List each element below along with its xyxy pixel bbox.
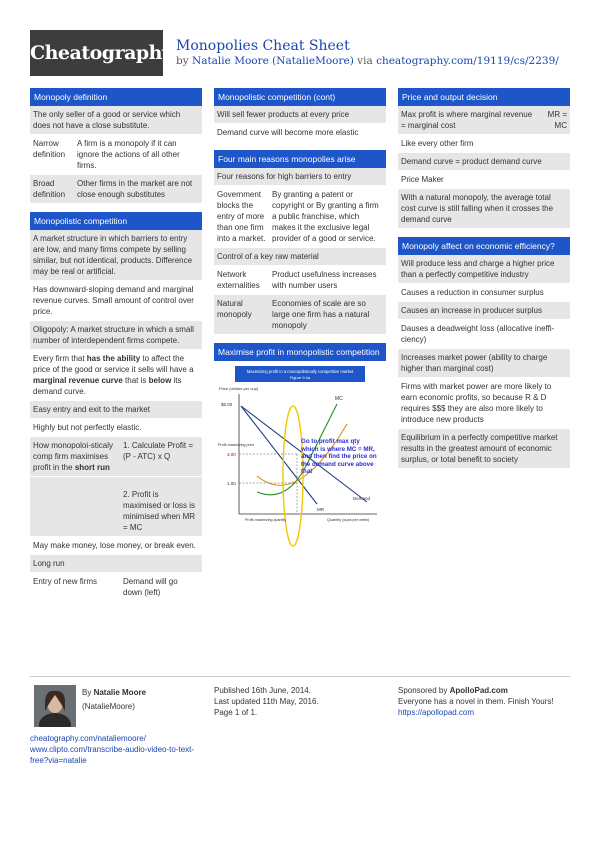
footer-dates: [214, 685, 386, 718]
row: [30, 135, 202, 175]
clipto-link[interactable]: www.clipto.com/transcribe-audio-video-to-text-free?via=natalie: [30, 745, 195, 765]
sponsor-tagline: Everyone has a novel in them. Finish Yours!: [398, 697, 554, 706]
page-header: [30, 30, 570, 76]
row: Has downward-sloping demand and marginal revenue curves. Small amount of control over price.: [30, 281, 202, 321]
row: Price Maker: [398, 171, 570, 189]
sponsor-url-link[interactable]: https://apollopad.com: [398, 708, 475, 717]
figure-title: Maximizing profit in a monopolistically competitive market: [246, 369, 354, 374]
row-value: 2. Profit is maximised or loss is minimised when MR = MC: [123, 490, 196, 532]
row: [214, 295, 386, 335]
row-key: Natural monopoly: [217, 299, 252, 319]
author-handle: (NatalieMoore): [82, 702, 135, 711]
section-economic-efficiency: [398, 237, 570, 469]
row: [30, 175, 202, 204]
byline-via: via: [353, 55, 377, 67]
footer-links: [30, 733, 210, 766]
row: Demand curve will become more elastic: [214, 124, 386, 142]
mr-label: MR: [317, 507, 324, 512]
text: that is: [122, 376, 149, 385]
row-key: Narrow definition: [33, 139, 66, 159]
row: [214, 186, 386, 248]
row: Dauses a deadweight loss (allocative ineffi-ciency): [398, 320, 570, 349]
section-title: Monopoly affect on economic efficiency?: [398, 237, 570, 255]
byline: [176, 55, 559, 67]
profit-price-label: Profit-maximizing price: [218, 443, 255, 447]
row: May make money, lose money, or break even.: [30, 537, 202, 555]
section-title: Monopolistic competition (cont): [214, 88, 386, 106]
cheatography-logo[interactable]: Cheatography: [30, 30, 163, 76]
row: Demand curve = product demand curve: [398, 153, 570, 171]
row: Four reasons for high barriers to entry: [214, 168, 386, 186]
row-key: Network externalities: [217, 270, 260, 290]
footer-by: By: [82, 688, 94, 697]
published-date: Published 16th June, 2014.: [214, 686, 311, 695]
footer-sponsor: [398, 685, 570, 718]
bold-text: has the ability: [86, 354, 141, 363]
column-2: [214, 88, 386, 565]
row: Oligopoly: A market structure in which a small number of interdependent firms compete.: [30, 321, 202, 350]
text: its demand curve.: [33, 376, 182, 396]
row: Equilibrium in a perfectly competitive market results in the greatest amount of economic surplus, or total benefit to society: [398, 429, 570, 469]
text: How monopoloi-sticaly comp firm maximises profit in the: [33, 441, 114, 472]
sponsor-line: [398, 685, 570, 696]
row-key: Max profit is where marginal revenue = marginal cost: [401, 110, 533, 130]
avatar-image: [34, 685, 76, 727]
profit-max-figure: [214, 361, 386, 557]
row-key: Entry of new firms: [33, 577, 98, 586]
byline-by: by: [176, 55, 192, 67]
bold-text: below: [148, 376, 172, 385]
row: With a natural monopoly, the average total cost curve is still falling when it crosses the demand curve: [398, 189, 570, 229]
footer-author-name: [82, 687, 146, 698]
y-axis-label: Price (dollars per cup): [219, 386, 259, 391]
avatar[interactable]: [34, 685, 76, 727]
section-maximise-profit: [214, 343, 386, 557]
text: Every firm that: [33, 354, 87, 363]
row-value: Other firms in the market are not close enough substitutes: [77, 179, 193, 199]
profit-max-diagram: [217, 364, 383, 554]
row-value: A firm is a monopoly if it can ignore the actions of all other firms.: [77, 139, 180, 170]
column-3: [398, 88, 570, 477]
page-count: Page 1 of 1.: [214, 708, 258, 717]
row: Highly but not perfectly elastic.: [30, 419, 202, 437]
row: Will produce less and charge a higher price than a perfectly competitive industry: [398, 255, 570, 284]
annotation-note-box: [301, 438, 379, 486]
x-axis-label: Quantity (cups per week): [327, 518, 370, 522]
updated-date: Last updated 11th May, 2016.: [214, 697, 319, 706]
section-title: Monopolistic competition: [30, 212, 202, 230]
row: Causes a reduction in consumer surplus: [398, 284, 570, 302]
text: to affect the price of the good or service it sells will have a: [33, 354, 194, 374]
section-title: Four main reasons monopolies arise: [214, 150, 386, 168]
row: Will sell fewer products at every price: [214, 106, 386, 124]
row-value: Demand will go down (left): [123, 577, 178, 597]
page-title[interactable]: Monopolies Cheat Sheet: [176, 38, 350, 54]
section-four-reasons: [214, 150, 386, 335]
row-key: [33, 489, 123, 533]
section-price-output: [398, 88, 570, 229]
page-footer: [30, 676, 570, 765]
row: Long run: [30, 555, 202, 573]
author-name[interactable]: Natalie Moore: [93, 688, 147, 697]
section-title: Monopoly definition: [30, 88, 202, 106]
row-key: [33, 440, 123, 473]
price-tick-3: 3.00: [227, 452, 236, 457]
section-monopolistic-competition: [30, 212, 202, 602]
row: Increases market power (ability to charge higher than marginal cost): [398, 349, 570, 378]
row: Control of a key raw material: [214, 248, 386, 266]
sponsor-prefix: Sponsored by: [398, 686, 450, 695]
row: [30, 573, 202, 602]
profit-quantity-label: Profit-maximizing quantity: [245, 518, 287, 522]
row-value: Product usefulness increases with number users: [272, 270, 377, 290]
sheet-url-link[interactable]: cheatography.com/19119/cs/2239/: [376, 55, 559, 67]
figure-subtitle: Figure 9.4a: [289, 375, 311, 380]
row: [30, 477, 202, 537]
row: [398, 106, 570, 135]
row: [30, 437, 202, 477]
row: Easy entry and exit to the market: [30, 401, 202, 419]
column-1: [30, 88, 202, 610]
row-key: Broad definition: [33, 179, 66, 199]
row-key: Government blocks the entry of more than one firm into a market.: [217, 190, 266, 243]
row-value: By granting a patent or copyright or By granting a firm a public franchise, which makes it the exclusive legal provider of a good or service.: [272, 190, 379, 243]
bold-text: marginal revenue curve: [33, 376, 123, 385]
annotation-note: Go to profit max qty which is where MC = MR, and then find the price on the demand curve above that: [301, 438, 377, 475]
row: [30, 350, 202, 401]
section-monopoly-definition: [30, 88, 202, 204]
row: A market structure in which barriers to entry are low, and many firms compete by selling similar, but not identical, products. Difference may be real or artificial.: [30, 230, 202, 281]
sponsor-name[interactable]: ApolloPad.com: [449, 686, 508, 695]
price-tick-1: 1.00: [227, 481, 236, 486]
row-value: 1. Calculate Profit = (P - ATC) x Q: [123, 441, 194, 461]
row: The only seller of a good or service which does not have a close substitute.: [30, 106, 202, 135]
author-profile-link[interactable]: cheatography.com/nataliemoore/: [30, 734, 146, 743]
row: Causes an increase in producer surplus: [398, 302, 570, 320]
row-value: Economies of scale are so large one firm has a natural monopoly: [272, 299, 370, 330]
row: Firms with market power are more likely to earn economic profits, so because R & D requires $$$ they are also more likely to introduce new products: [398, 378, 570, 429]
bold-text: short run: [74, 463, 110, 472]
section-monopolistic-competition-cont: [214, 88, 386, 142]
row-value: MR = MC: [547, 110, 567, 130]
section-title: Maximise profit in monopolistic competition: [214, 343, 386, 361]
price-tick-6: $6.00: [221, 402, 233, 407]
mc-label: MC: [335, 396, 343, 402]
author-link[interactable]: Natalie Moore (NatalieMoore): [192, 55, 354, 67]
row: Like every other firm: [398, 135, 570, 153]
row: [214, 266, 386, 295]
section-title: Price and output decision: [398, 88, 570, 106]
demand-label: Demand: [353, 496, 371, 501]
